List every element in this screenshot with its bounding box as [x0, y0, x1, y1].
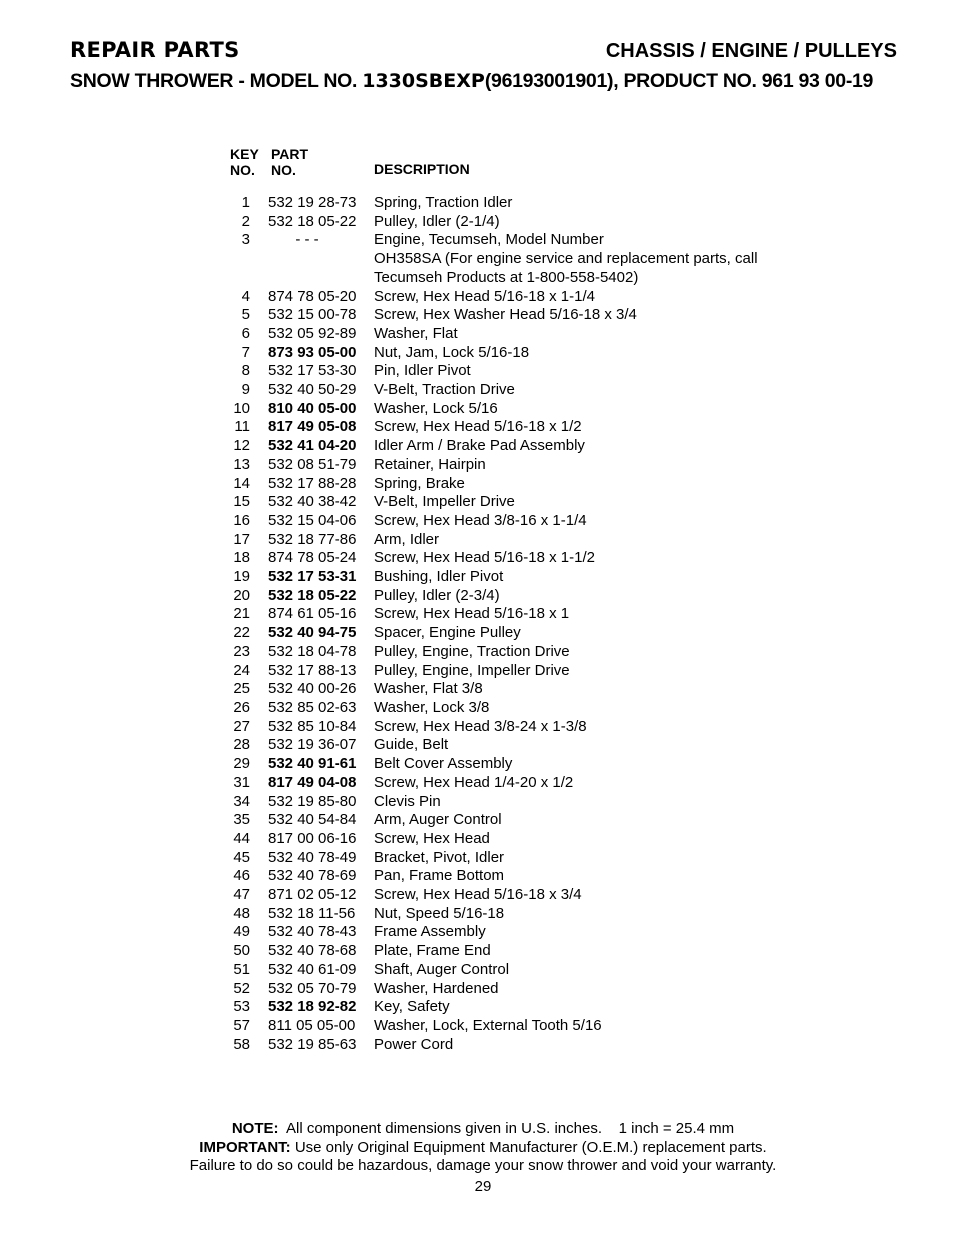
key-number: 44: [233, 829, 250, 847]
part-number: 532 18 11-56: [268, 904, 356, 922]
key-number: 15: [233, 493, 250, 511]
part-number: 532 18 92-82: [268, 998, 357, 1016]
model-subtitle: [70, 70, 900, 93]
description-header: DESCRIPTION: [374, 161, 470, 177]
key-number: 45: [233, 848, 250, 866]
key-number: 20: [233, 586, 250, 604]
part-number: [268, 250, 370, 269]
part-header-line2: NO.: [271, 161, 296, 178]
table-row: [228, 493, 808, 512]
part-description: Screw, Hex Head 5/16-18 x 1: [374, 605, 570, 623]
part-number: 532 40 78-49: [268, 848, 357, 866]
table-row: [228, 1017, 808, 1036]
key-number: [228, 250, 250, 269]
part-description: Bracket, Pivot, Idler: [374, 848, 505, 866]
table-row: [228, 718, 808, 737]
part-number: 532 18 77-86: [268, 530, 357, 548]
part-number: 532 40 78-68: [268, 942, 357, 960]
part-description: Screw, Hex Head 5/16-18 x 1-1/2: [374, 549, 595, 567]
part-description: Pulley, Idler (2-1/4): [374, 212, 500, 230]
part-description: Guide, Belt: [374, 736, 449, 754]
part-number: 532 40 78-43: [268, 923, 357, 941]
part-description: Plate, Frame End: [374, 942, 491, 960]
warning-line: Failure to do so could be hazardous, damage your snow thrower and void your warranty.: [189, 1157, 777, 1175]
table-row: [228, 344, 808, 363]
key-number: 19: [233, 568, 250, 586]
key-number: 47: [233, 886, 250, 904]
table-row-continuation: [228, 269, 808, 288]
part-description: Screw, Hex Head 5/16-18 x 1-1/4: [374, 287, 595, 305]
part-description: Pulley, Idler (2-3/4): [374, 586, 500, 604]
part-description: OH358SA (For engine service and replacement parts, call: [374, 250, 758, 268]
note-line: [0, 1120, 954, 1139]
table-row: [228, 418, 808, 437]
key-number: 31: [233, 773, 250, 791]
part-description: Key, Safety: [374, 998, 450, 1016]
part-description: Engine, Tecumseh, Model Number: [374, 231, 604, 249]
key-number: 14: [233, 474, 250, 492]
table-row: [228, 381, 808, 400]
part-description: Washer, Lock, External Tooth 5/16: [374, 1016, 602, 1034]
part-description: Screw, Hex Head 3/8-16 x 1-1/4: [374, 511, 587, 529]
part-number: 532 40 91-61: [268, 755, 357, 773]
note-label: NOTE:: [231, 1120, 279, 1137]
part-description: Shaft, Auger Control: [374, 960, 510, 978]
key-number: 48: [233, 904, 250, 922]
part-description: Washer, Flat 3/8: [374, 680, 483, 698]
table-row: [228, 624, 808, 643]
part-description: Pan, Frame Bottom: [374, 867, 505, 885]
key-number: 53: [233, 998, 250, 1016]
part-description: Arm, Idler: [374, 530, 440, 548]
table-row: [228, 362, 808, 381]
key-number: 52: [233, 979, 250, 997]
part-number: [268, 269, 370, 288]
part-number: 532 17 53-31: [268, 568, 357, 586]
part-description: V-Belt, Impeller Drive: [374, 493, 515, 511]
key-number: 17: [233, 530, 250, 548]
key-number: 50: [233, 942, 250, 960]
key-number: 18: [233, 549, 250, 567]
key-header-line2: NO.: [230, 161, 255, 178]
part-number: 817 00 06-16: [268, 829, 357, 847]
category-title: CHASSIS / ENGINE / PULLEYS: [605, 40, 897, 62]
key-number: 35: [233, 811, 250, 829]
key-number: 23: [233, 642, 250, 660]
part-description: Washer, Lock 3/8: [374, 698, 490, 716]
key-number: 4: [241, 287, 250, 305]
table-row: [228, 456, 808, 475]
part-number: 811 05 05-00: [268, 1016, 356, 1034]
key-number: 22: [233, 624, 250, 642]
key-number: 49: [233, 923, 250, 941]
part-description: Idler Arm / Brake Pad Assembly: [374, 437, 585, 455]
subtitle-prefix: SNOW THROWER - MODEL NO.: [70, 70, 358, 92]
key-number: 10: [233, 399, 250, 417]
part-description: Washer, Hardened: [374, 979, 499, 997]
part-description: Nut, Speed 5/16-18: [374, 904, 505, 922]
part-description: Spacer, Engine Pulley: [374, 624, 521, 642]
table-row: [228, 867, 808, 886]
table-row: [228, 231, 808, 250]
part-number: 874 61 05-16: [268, 605, 357, 623]
part-number: - - -: [295, 231, 319, 249]
key-number: 9: [241, 381, 250, 399]
part-number: 871 02 05-12: [268, 886, 357, 904]
part-number: 532 40 50-29: [268, 381, 357, 399]
table-row: [228, 512, 808, 531]
part-description: Pin, Idler Pivot: [374, 362, 471, 380]
part-number: 810 40 05-00: [268, 399, 357, 417]
table-row: [228, 980, 808, 999]
part-number: 873 93 05-00: [268, 343, 357, 361]
table-row: [228, 325, 808, 344]
key-number: 6: [241, 324, 250, 342]
part-description: Spring, Brake: [374, 474, 465, 492]
model-number: 1330SBEXP: [362, 70, 485, 92]
table-row: [228, 605, 808, 624]
part-number: 532 08 51-79: [268, 455, 357, 473]
table-row: [228, 774, 808, 793]
part-description: Screw, Hex Head 1/4-20 x 1/2: [374, 773, 574, 791]
table-row: [228, 549, 808, 568]
part-number: 532 85 10-84: [268, 717, 357, 735]
part-description: Screw, Hex Washer Head 5/16-18 x 3/4: [374, 306, 637, 324]
key-number: 12: [233, 437, 250, 455]
key-number: 3: [241, 231, 250, 249]
important-text: Use only Original Equipment Manufacturer (O.E.M.) replacement parts.: [290, 1138, 767, 1156]
part-number: 532 40 00-26: [268, 680, 357, 698]
table-row: [228, 923, 808, 942]
part-description: Pulley, Engine, Traction Drive: [374, 642, 570, 660]
key-number: 1: [241, 194, 250, 211]
table-row: [228, 643, 808, 662]
key-number: 25: [233, 680, 250, 698]
key-number: 8: [241, 362, 250, 380]
part-number: 532 05 70-79: [268, 979, 357, 997]
part-description: Belt Cover Assembly: [374, 755, 513, 773]
part-header-line1: PART: [271, 146, 309, 162]
part-description: Tecumseh Products at 1-800-558-5402): [374, 268, 639, 286]
part-number: 532 15 00-78: [268, 306, 357, 324]
table-row: [228, 400, 808, 419]
table-row: [228, 699, 808, 718]
key-number: 29: [233, 755, 250, 773]
key-number: 2: [241, 212, 250, 230]
part-number: 532 18 05-22: [268, 212, 357, 230]
table-row: [228, 905, 808, 924]
key-number: 57: [233, 1016, 250, 1034]
part-description: Frame Assembly: [374, 923, 486, 941]
key-number: 5: [241, 306, 250, 324]
important-line: [0, 1139, 954, 1158]
part-number: 817 49 05-08: [268, 418, 357, 436]
table-row: [228, 288, 808, 307]
part-description: Screw, Hex Head 5/16-18 x 1/2: [374, 418, 582, 436]
table-row: [228, 811, 808, 830]
important-label: IMPORTANT:: [199, 1138, 291, 1156]
table-row: [228, 531, 808, 550]
key-number: 13: [233, 455, 250, 473]
part-number: 532 19 36-07: [268, 736, 357, 754]
parts-table-header: [228, 147, 808, 179]
part-number: 532 17 53-30: [268, 362, 357, 380]
part-description: Clevis Pin: [374, 792, 441, 810]
part-number: 532 17 88-28: [268, 474, 357, 492]
table-row: [228, 793, 808, 812]
table-row: [228, 942, 808, 961]
table-row: [228, 680, 808, 699]
part-number: 532 18 04-78: [268, 642, 357, 660]
table-row: [228, 194, 808, 213]
part-description: Nut, Jam, Lock 5/16-18: [374, 343, 530, 361]
part-description: Screw, Hex Head 3/8-24 x 1-3/8: [374, 717, 587, 735]
part-number: 532 40 61-09: [268, 960, 357, 978]
key-number: 26: [233, 698, 250, 716]
part-number: 874 78 05-24: [268, 549, 357, 567]
part-number: 532 19 28-73: [268, 194, 357, 211]
part-description: Pulley, Engine, Impeller Drive: [374, 661, 570, 679]
part-description: Arm, Auger Control: [374, 811, 502, 829]
subtitle-suffix: (96193001901), PRODUCT NO. 961 93 00-19: [484, 70, 874, 92]
key-number: 16: [233, 511, 250, 529]
key-number: 24: [233, 661, 250, 679]
key-number: 34: [233, 792, 250, 810]
part-description: Washer, Lock 5/16: [374, 399, 498, 417]
key-number: 27: [233, 717, 250, 735]
table-row: [228, 662, 808, 681]
part-description: V-Belt, Traction Drive: [374, 381, 515, 399]
table-row-continuation: [228, 250, 808, 269]
part-number: 532 40 94-75: [268, 624, 357, 642]
table-row: [228, 736, 808, 755]
table-row: [228, 830, 808, 849]
part-description: Retainer, Hairpin: [374, 455, 486, 473]
part-number: 874 78 05-20: [268, 287, 357, 305]
table-row: [228, 568, 808, 587]
part-description: Screw, Hex Head: [374, 829, 490, 847]
key-number: 21: [233, 605, 250, 623]
key-number: 28: [233, 736, 250, 754]
part-number: 532 18 05-22: [268, 586, 357, 604]
table-row: [228, 587, 808, 606]
part-number: 532 19 85-80: [268, 792, 357, 810]
table-row: [228, 213, 808, 232]
part-number: 532 19 85-63: [268, 1035, 357, 1053]
section-title: REPAIR PARTS: [70, 38, 240, 62]
part-description: Power Cord: [374, 1035, 454, 1053]
parts-table: [228, 147, 808, 1054]
table-row: [228, 1036, 808, 1055]
part-description: Screw, Hex Head 5/16-18 x 3/4: [374, 886, 582, 904]
key-number: 58: [233, 1035, 250, 1053]
key-number: 46: [233, 867, 250, 885]
table-row: [228, 961, 808, 980]
part-number: 817 49 04-08: [268, 773, 357, 791]
footer-notes: [0, 1120, 954, 1197]
key-number: [228, 269, 250, 288]
key-number: 51: [233, 960, 250, 978]
key-number: 11: [234, 418, 250, 436]
table-row: [228, 998, 808, 1017]
part-number: 532 15 04-06: [268, 511, 357, 529]
part-number: 532 85 02-63: [268, 698, 357, 716]
part-description: Washer, Flat: [374, 324, 458, 342]
table-row: [228, 886, 808, 905]
part-number: 532 40 78-69: [268, 867, 357, 885]
page-number: 29: [474, 1178, 492, 1196]
part-number: 532 05 92-89: [268, 324, 357, 342]
part-description: Spring, Traction Idler: [374, 194, 513, 211]
key-number: 7: [241, 343, 250, 361]
key-no-header: [228, 147, 271, 179]
part-number: 532 17 88-13: [268, 661, 357, 679]
key-header-line1: KEY: [230, 146, 259, 162]
part-number: 532 40 38-42: [268, 493, 357, 511]
note-text: All component dimensions given in U.S. inches. 1 inch = 25.4 mm: [278, 1120, 735, 1137]
table-row: [228, 849, 808, 868]
table-row: [228, 475, 808, 494]
part-number: 532 41 04-20: [268, 437, 357, 455]
part-no-header: [271, 147, 374, 179]
table-row: [228, 437, 808, 456]
part-description: Bushing, Idler Pivot: [374, 568, 504, 586]
parts-rows: [228, 194, 808, 1054]
table-row: [228, 755, 808, 774]
part-number: 532 40 54-84: [268, 811, 357, 829]
table-row: [228, 306, 808, 325]
